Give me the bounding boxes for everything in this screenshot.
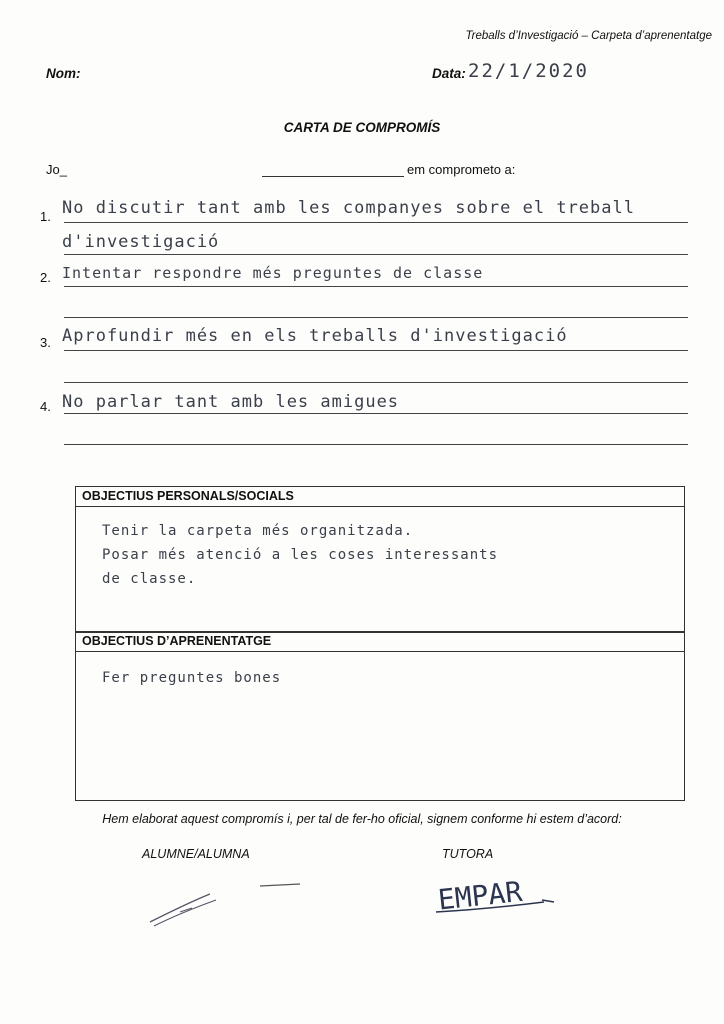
objective-line: Posar més atenció a les coses interessants <box>102 547 499 563</box>
writing-rule <box>64 413 688 414</box>
svg-text:EMPAR: EMPAR <box>436 874 524 917</box>
student-signature-label: ALUMNE/ALUMNA <box>142 847 250 861</box>
item-number: 2. <box>40 270 51 285</box>
tutor-signature <box>432 866 562 926</box>
name-label: Nom: <box>46 66 81 81</box>
item-number: 3. <box>40 335 51 350</box>
writing-rule <box>64 222 688 223</box>
personal-objectives-heading: OBJECTIUS PERSONALS/SOCIALS <box>76 487 684 507</box>
personal-objectives-box <box>75 486 685 633</box>
objective-line: de classe. <box>102 571 197 587</box>
learning-objectives-heading: OBJECTIUS D’APRENENTATGE <box>76 632 684 652</box>
objective-line: Fer preguntes bones <box>102 670 282 686</box>
writing-rule <box>64 254 688 255</box>
jo-name-line <box>262 176 404 177</box>
objective-line: Tenir la carpeta més organitzada. <box>102 523 414 539</box>
writing-rule <box>64 444 688 445</box>
learning-objectives-box <box>75 631 685 801</box>
agreement-statement: Hem elaborat aquest compromís i, per tal de fer-ho oficial, signem conforme hi estem d’acord: <box>102 812 622 826</box>
item-text: No discutir tant amb les companyes sobre el treball <box>62 198 635 218</box>
date-label: Data: <box>432 66 466 81</box>
date-value: 22/1/2020 <box>468 60 589 82</box>
item-number: 1. <box>40 209 51 224</box>
writing-rule <box>64 286 688 287</box>
student-signature <box>140 872 310 932</box>
page-title: CARTA DE COMPROMÍS <box>283 120 441 135</box>
tutor-signature-label: TUTORA <box>442 847 494 861</box>
item-text: No parlar tant amb les amigues <box>62 392 400 412</box>
writing-rule <box>64 350 688 351</box>
item-text: Intentar respondre més preguntes de classe <box>62 264 484 282</box>
commitment-suffix: em comprometo a: <box>407 162 516 177</box>
item-text: Aprofundir més en els treballs d'investigació <box>62 326 568 346</box>
document-header-label: Treballs d’Investigació – Carpeta d’aprenentatge <box>465 30 712 42</box>
item-text: d'investigació <box>62 232 220 252</box>
writing-rule <box>64 382 688 383</box>
item-number: 4. <box>40 399 51 414</box>
jo-label: Jo_ <box>46 162 67 177</box>
writing-rule <box>64 317 688 318</box>
